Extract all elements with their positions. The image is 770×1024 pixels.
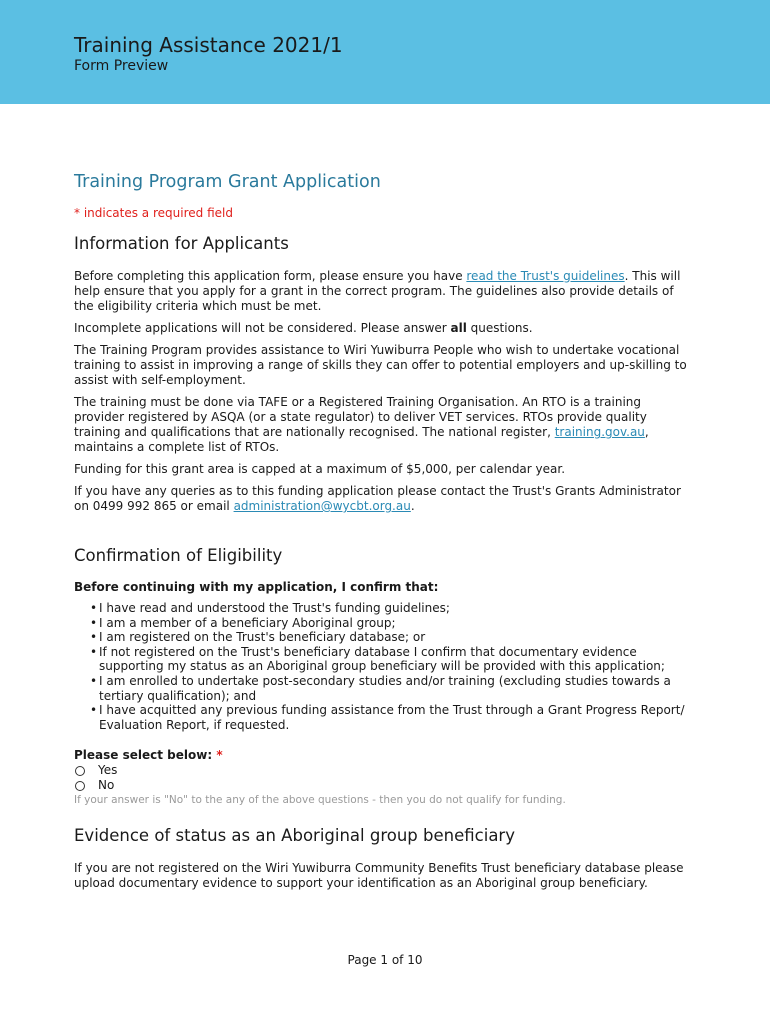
required-note: * indicates a required field — [74, 206, 233, 220]
list-item: • I am enrolled to undertake post-secondary studies and/or training (excluding studies towards a tertiary qualification); and — [90, 673, 671, 703]
radio-button-yes[interactable] — [75, 766, 85, 776]
guidelines-link[interactable]: read the Trust's guidelines — [466, 269, 625, 283]
info-heading: Information for Applicants — [74, 234, 289, 253]
form-title: Training Program Grant Application — [74, 172, 381, 192]
evidence-text: If you are not registered on the Wiri Yuwiburra Community Benefits Trust beneficiary database please upload documentary evidence to support your identification as an Aboriginal group beneficiary. — [74, 861, 684, 891]
required-star: * — [216, 748, 223, 763]
radio-option-no[interactable] — [74, 778, 694, 793]
emphasis-all: all — [450, 321, 467, 335]
admin-email-link[interactable]: administration@wycbt.org.au — [233, 499, 411, 513]
page-subtitle: Form Preview — [74, 58, 169, 74]
page-header — [0, 0, 770, 104]
info-paragraph-3: The Training Program provides assistance to Wiri Yuwiburra People who wish to undertake vocational training to assist in improving a range of skills they can offer to potential employers and up-skilling to assist with self-employment. — [74, 343, 687, 387]
info-paragraph-6: If you have any queries as to this funding application please contact the Trust's Grants Administrator on 0499 992 865 or email administration@wycbt.org.au. — [74, 484, 681, 513]
list-item: • I am registered on the Trust's beneficiary database; or — [90, 630, 426, 645]
radio-label-yes: Yes — [98, 763, 118, 778]
select-label: Please select below: * — [74, 748, 223, 763]
page-title: Training Assistance 2021/1 — [74, 33, 343, 57]
radio-label-no: No — [98, 778, 115, 793]
info-paragraph-1: Before completing this application form, please ensure you have read the Trust's guidelines. This will help ensure that you apply for a grant in the correct program. The guidelines also provide details of the eligibility criteria which must be met. — [74, 269, 681, 313]
info-paragraph-2: Incomplete applications will not be considered. Please answer all questions. — [74, 321, 533, 335]
info-paragraph-5: Funding for this grant area is capped at a maximum of $5,000, per calendar year. — [74, 462, 566, 476]
list-item: • If not registered on the Trust's beneficiary database I confirm that documentary evidence supporting my status as an Aboriginal group beneficiary will be provided with this application; — [90, 644, 665, 674]
eligibility-heading: Confirmation of Eligibility — [74, 546, 283, 565]
list-item: • I am a member of a beneficiary Aboriginal group; — [90, 615, 396, 630]
eligibility-intro: Before continuing with my application, I confirm that: — [74, 580, 439, 594]
eligibility-list — [74, 601, 694, 732]
list-item: • I have read and understood the Trust's funding guidelines; — [90, 601, 450, 615]
form-content — [74, 170, 694, 898]
radio-option-yes[interactable] — [74, 763, 694, 778]
radio-button-no[interactable] — [75, 781, 85, 791]
eligibility-hint: If your answer is "No" to the any of the above questions - then you do not qualify for funding. — [74, 794, 566, 807]
page-number: Page 1 of 10 — [347, 953, 423, 967]
info-paragraph-4: The training must be done via TAFE or a Registered Training Organisation. An RTO is a training provider registered by ASQA (or a state regulator) to deliver VET services. RTOs provide quality training and qualifications that are nationally recognised. The national register, training.gov.au, maintains a complete list of RTOs. — [74, 395, 649, 454]
evidence-heading: Evidence of status as an Aboriginal group beneficiary — [74, 826, 515, 846]
list-item: • I have acquitted any previous funding assistance from the Trust through a Grant Progress Report/ Evaluation Report, if requested. — [90, 703, 685, 732]
training-gov-link[interactable]: training.gov.au — [554, 425, 645, 439]
